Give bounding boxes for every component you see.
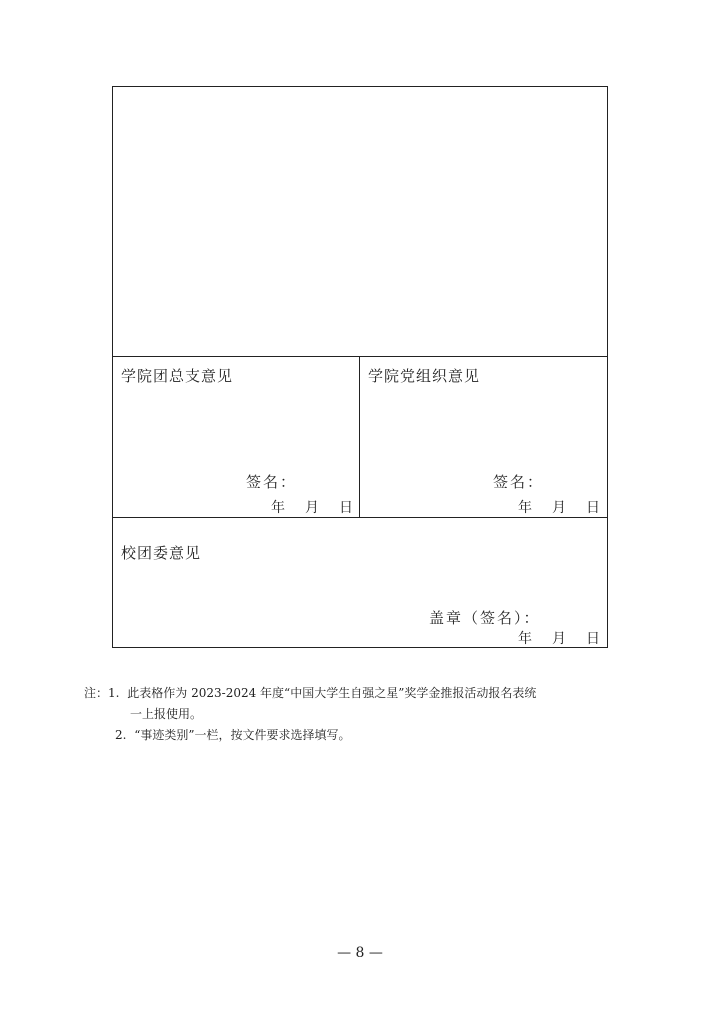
note-item-1-continuation [84, 704, 536, 725]
year-label: 年 [518, 500, 532, 516]
college-league-sign-label: 签名： [246, 473, 298, 491]
school-league-opinion-cell [113, 518, 607, 647]
college-league-opinion-cell [113, 357, 360, 518]
page-number: — 8 — [337, 945, 383, 961]
note-2-text: “事迹类别”一栏，按文件要求选择填写。 [134, 728, 351, 742]
school-league-opinion-title: 校团委意见 [121, 544, 202, 562]
college-league-opinion-title: 学院团总支意见 [121, 367, 234, 385]
college-party-opinion-cell [360, 357, 607, 518]
note-2-number: 2. [115, 728, 127, 742]
college-party-opinion-title: 学院党组织意见 [368, 367, 481, 385]
day-label: 日 [586, 500, 600, 516]
month-label: 月 [552, 500, 566, 516]
note-1-number: 1. [108, 686, 120, 700]
month-label: 月 [305, 500, 319, 516]
college-league-date [271, 497, 353, 517]
school-league-date [518, 628, 600, 648]
school-league-seal-label: 盖章（签名）： [429, 609, 541, 627]
notes-section [84, 683, 536, 746]
year-label: 年 [518, 631, 532, 647]
college-party-date [518, 497, 600, 517]
note-1-continuation-text: 一上报使用。 [130, 707, 203, 721]
day-label: 日 [586, 631, 600, 647]
note-item-1 [84, 683, 536, 704]
application-form-table [112, 86, 608, 648]
day-label: 日 [339, 500, 353, 516]
year-label: 年 [271, 500, 285, 516]
note-item-2 [84, 725, 536, 746]
note-1-text: 此表格作为 2023-2024 年度“中国大学生自强之星”奖学金推报活动报名表统 [127, 686, 537, 700]
month-label: 月 [552, 631, 566, 647]
notes-prefix: 注： [84, 686, 109, 700]
college-party-sign-label: 签名： [493, 473, 545, 491]
deeds-content-cell [113, 87, 607, 357]
